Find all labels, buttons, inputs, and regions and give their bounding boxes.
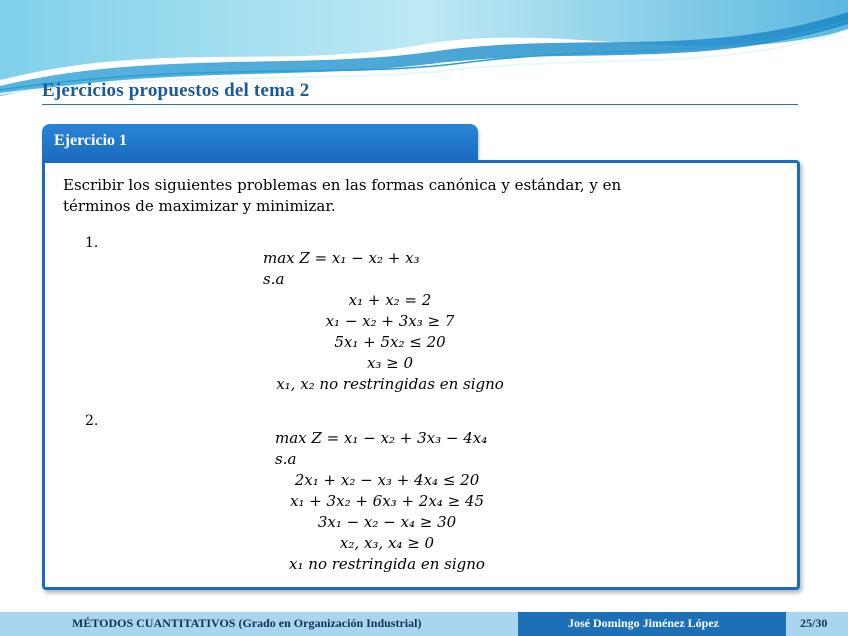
footer-bar [0,612,848,636]
slide-title: Ejercicios propuestos del tema 2 [42,80,310,101]
footer-course-title: MÉTODOS CUANTITATIVOS (Grado en Organización Industrial) [72,616,422,630]
problem-1-constraint-4: x₃ ≥ 0 [366,354,414,372]
problem-2-constraint-1: 2x₁ + x₂ − x₃ + 4x₄ ≤ 20 [294,471,480,489]
title-divider [42,104,798,105]
problem-1-constraint-5: x₁, x₂ no restringidas en signo [276,375,504,393]
problem-2-constraint-5: x₁ no restringida en signo [289,555,485,573]
problem-1-number: 1. [85,235,99,251]
exercise-statement: Escribir los siguientes problemas en las formas canónica y estándar, y en términos de maximizar y minimizar. [63,176,622,215]
block-body [42,160,800,590]
footer-author: José Domingo Jiménez López [568,616,719,630]
problem-2-number: 2. [85,413,99,429]
problem-2-subject-to: s.a [275,450,297,468]
problem-1-constraint-3: 5x₁ + 5x₂ ≤ 20 [334,333,446,351]
problem-2-constraint-4: x₂, x₃, x₄ ≥ 0 [339,534,435,552]
problem-2-constraint-3: 3x₁ − x₂ − x₄ ≥ 30 [317,513,457,531]
footer-page-section [786,612,848,636]
problem-1-objective: max Z = x₁ − x₂ + x₃ [263,249,420,267]
problem-1-constraint-1: x₁ + x₂ = 2 [348,291,432,309]
footer-page-number: 25/30 [800,616,828,630]
footer-author-section [518,612,786,636]
block-header [42,124,478,160]
block-header-label: Ejercicio 1 [54,132,128,149]
problem-2-objective: max Z = x₁ − x₂ + 3x₃ − 4x₄ [275,429,488,447]
problem-2-constraint-2: x₁ + 3x₂ + 6x₃ + 2x₄ ≥ 45 [289,492,485,510]
footer-course-section [0,612,518,636]
problem-1-subject-to: s.a [263,270,285,288]
problem-1-constraint-2: x₁ − x₂ + 3x₃ ≥ 7 [325,312,455,330]
